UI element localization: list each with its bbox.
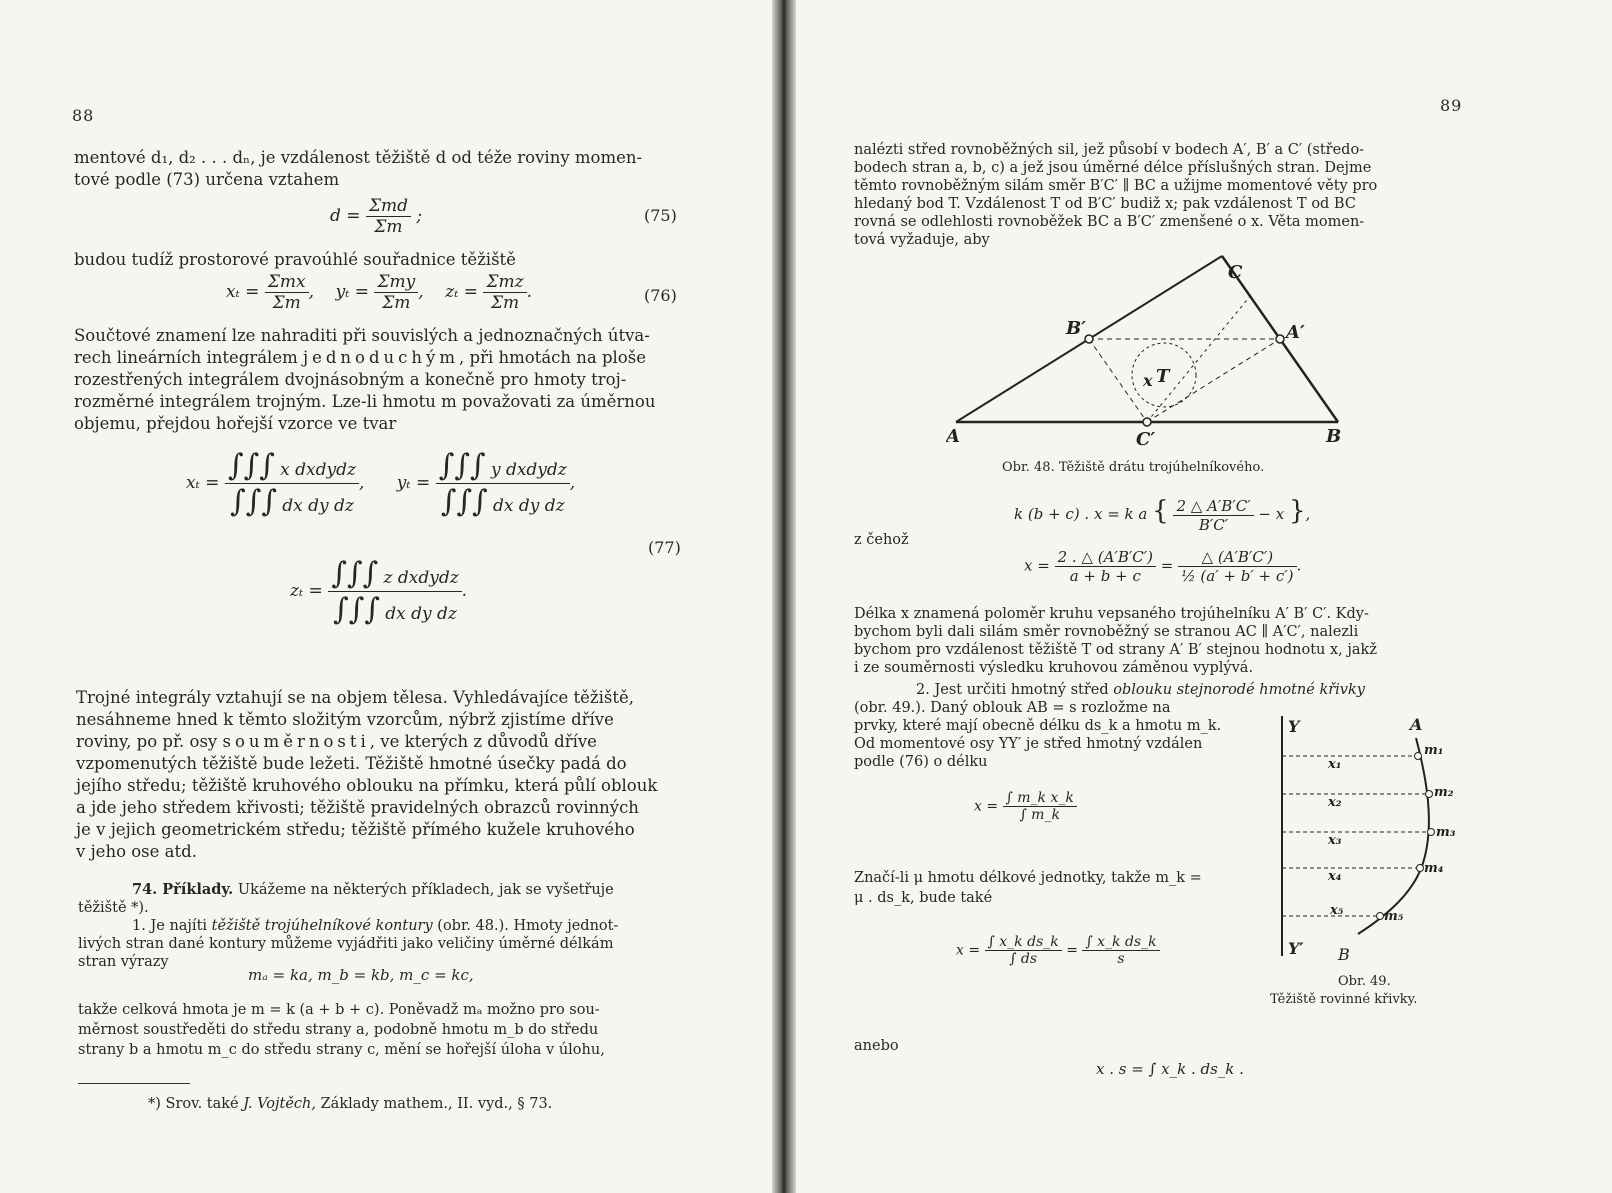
figure-49-caption-1: Obr. 49. — [1338, 974, 1391, 989]
text-line — [74, 348, 646, 368]
label-m4: m₄ — [1424, 861, 1444, 876]
text-line: rozestřených integrálem dvojnásobným a konečně pro hmoty troj- — [74, 370, 627, 389]
eq-numerator: ∫ x_k ds_k — [985, 934, 1062, 951]
text-line: prvky, které mají obecně délku ds_k a hmotu m_k. — [854, 718, 1222, 734]
text-span: , při hmotách na ploše — [459, 348, 646, 367]
label-y: Y — [1288, 717, 1300, 736]
label-c: C — [1228, 262, 1243, 283]
mass-point-3 — [1428, 829, 1435, 836]
label-m5: m₅ — [1384, 909, 1404, 924]
eq-lhs: zₜ = — [445, 282, 479, 302]
text-span: 1. Je najíti — [132, 918, 208, 934]
text-line: stran výrazy — [78, 954, 169, 970]
eq-tail: − x — [1258, 505, 1285, 523]
left-page — [0, 0, 772, 1193]
text-emphasis: oblouku stejnorodé hmotné křivky — [1113, 682, 1365, 698]
equation-77-z — [290, 556, 467, 627]
eq-lhs: yₜ = — [396, 473, 431, 493]
equation-final: x . s = ∫ x_k . ds_k . — [1096, 1060, 1244, 1078]
eq-numerator: ∫ m_k x_k — [1003, 790, 1077, 807]
text-span: roviny, po př. osy — [76, 732, 218, 751]
text-line: strany b a hmotu m_c do středu strany c, mění se hořejší úloha v úlohu, — [78, 1042, 605, 1058]
label-c-prime: C′ — [1136, 429, 1156, 450]
text-line: v jeho ose atd. — [76, 842, 197, 861]
integral-sign: ∫∫∫ — [331, 556, 379, 591]
text-line: hledaný bod T. Vzdálenost T od B′C′ budiž x; pak vzdálenost T od BC — [854, 196, 1356, 212]
eq-equals: = — [1160, 556, 1174, 575]
eq-numerator: Σmz — [483, 272, 526, 293]
label-x2: x₂ — [1328, 795, 1342, 810]
text-line — [76, 732, 597, 752]
text-line: vzpomenutých těžiště bude ležeti. Těžiště hmotné úsečky padá do — [76, 754, 627, 773]
equation-xm — [974, 790, 1077, 823]
text-line: nalézti střed rovnoběžných sil, jež působí v bodech A′, B′ a C′ (středo- — [854, 142, 1365, 158]
equation-xds — [956, 934, 1160, 967]
text-span: rech lineárních integrálem — [74, 348, 298, 367]
text-line: měrnost soustředěti do středu strany a, podobně hmotu m_b do středu — [78, 1022, 599, 1038]
eq-numerator: Σmd — [366, 196, 411, 217]
text-line: těmto rovnoběžným silám směr B′C′ ∥ BC a užijme momentové věty pro — [854, 178, 1378, 194]
text-span: Ukážeme na některých příkladech, jak se vyšetřuje — [237, 882, 614, 898]
text-emphasis: J. Vojtěch, — [243, 1096, 316, 1112]
label-x1: x₁ — [1328, 757, 1342, 772]
eq-denominator: dx dy dz — [385, 604, 457, 624]
eq-lhs: d = — [330, 206, 361, 226]
mass-point-2 — [1426, 791, 1433, 798]
figure-49-caption-2: Těžiště rovinné křivky. — [1270, 992, 1418, 1007]
text-line: Součtové znamení lze nahraditi při souvislých a jednoznačných útva- — [74, 326, 650, 345]
integral-sign: ∫∫∫ — [440, 484, 488, 519]
eq-denominator: Σm — [490, 293, 520, 313]
eq-lhs: x = — [956, 942, 981, 959]
text-line: Trojné integrály vztahují se na objem tělesa. Vyhledávajíce těžiště, — [76, 688, 634, 707]
eq-numerator: △ (A′B′C′) — [1178, 548, 1296, 567]
eq-denominator: B′C′ — [1198, 515, 1229, 534]
label-x3: x₃ — [1328, 833, 1342, 848]
text-line: a jde jeho středem křivosti; těžiště pravidelných obrazců rovinných — [76, 798, 639, 817]
eq-lhs: k (b + c) . x = k a — [1014, 505, 1148, 523]
equation-77-xy — [186, 448, 575, 519]
equation-76 — [226, 272, 532, 313]
text-line: tové podle (73) určena vztahem — [74, 170, 340, 189]
text-line: Od momentové osy YY′ je střed hmotný vzdálen — [854, 736, 1203, 752]
text-span: (obr. 48.). Hmoty jednot- — [437, 918, 619, 934]
text-line: nesáhneme hned k těmto složitým vzorcům, nýbrž zjistíme dříve — [76, 710, 614, 729]
page-number-left: 88 — [72, 106, 95, 125]
text-line: bychom byli dali silám směr rovnoběžný se stranou AC ∥ A′C′, nalezli — [854, 624, 1359, 640]
eq-denominator: ∫ m_k — [1019, 807, 1060, 823]
eq-numerator: 2 . △ (A′B′C′) — [1055, 548, 1156, 567]
mass-equation: mₐ = ka, m_b = kb, m_c = kc, — [248, 966, 474, 984]
midline-b1c1 — [1089, 339, 1147, 422]
eq-end: . — [526, 282, 532, 302]
eq-numerator: x dxdydz — [280, 460, 356, 480]
integral-sign: ∫∫∫ — [438, 448, 486, 483]
equation-75 — [330, 196, 422, 237]
text-span: , ve kterých z důvodů dříve — [369, 732, 597, 751]
eq-lhs: x = — [1024, 556, 1050, 575]
label-x4: x₄ — [1328, 869, 1342, 884]
aux-line — [1147, 295, 1251, 422]
eq-lhs: xₜ = — [226, 282, 260, 302]
text-line: Značí-li μ hmotu délkové jednotky, takže m_k = — [854, 870, 1202, 886]
equation-moment: k (b + c) . x = k a { $\frac{2 \triangle A'B'C'}{B'C'}$ − x }, — [1014, 496, 1311, 534]
label-a-prime: A′ — [1286, 322, 1305, 343]
equation-number: (76) — [644, 286, 677, 305]
label-m1: m₁ — [1424, 743, 1444, 758]
eq-sep: , — [418, 282, 424, 302]
text-line — [916, 680, 1365, 700]
point-c1 — [1143, 418, 1151, 426]
eq-equals: = — [1066, 942, 1078, 959]
eq-denominator: dx dy dz — [493, 496, 565, 516]
figure-48-caption: Obr. 48. Těžiště drátu trojúhelníkového. — [1002, 460, 1265, 475]
text-line: Délka x znamená poloměr kruhu vepsaného trojúhelníku A′ B′ C′. Kdy- — [854, 606, 1369, 622]
label-m3: m₃ — [1436, 825, 1456, 840]
section-heading: 74. Příklady. — [132, 881, 234, 898]
label-a: A — [1410, 716, 1423, 734]
eq-denominator: Σm — [382, 293, 411, 313]
integral-sign: ∫∫∫ — [227, 448, 275, 483]
text-span: Základy mathem., II. vyd., § 73. — [320, 1096, 553, 1112]
label-x: x — [1143, 371, 1153, 390]
eq-denominator: dx dy dz — [282, 496, 354, 516]
text-line: i ze souměrnosti výsledku kruhovou záměnou vyplývá. — [854, 660, 1254, 676]
text-line: (obr. 49.). Daný oblouk AB = s rozložme na — [854, 700, 1171, 716]
page-number-right: 89 — [1440, 96, 1463, 115]
eq-lhs: x = — [974, 798, 999, 815]
text-line: bodech stran a, b, c) a jež jsou úměrné délce příslušných stran. Dejme — [854, 160, 1372, 176]
figure-49 — [1276, 716, 1476, 968]
label-y-prime: Y′ — [1288, 939, 1304, 958]
equation-x — [1024, 548, 1301, 585]
mass-point-1 — [1415, 753, 1422, 760]
label-t: T — [1156, 366, 1170, 387]
eq-end: . — [1296, 556, 1302, 575]
equation-number: (75) — [644, 206, 677, 225]
label-m2: m₂ — [1434, 785, 1454, 800]
eq-sep: , — [358, 473, 365, 493]
text-line: livých stran dané kontury můžeme vyjádřiti jako veličiny úměrné délkám — [78, 936, 614, 952]
figure-48 — [946, 250, 1366, 450]
label-a: A — [946, 426, 960, 447]
eq-numerator: Σmx — [265, 272, 309, 293]
point-a1 — [1276, 335, 1284, 343]
eq-numerator: z dxdydz — [383, 568, 459, 588]
text-span: *) Srov. také — [148, 1096, 239, 1112]
eq-numerator: y dxdydz — [490, 460, 567, 480]
eq-sep: , — [569, 473, 576, 493]
eq-lhs: xₜ = — [186, 473, 220, 493]
text-emphasis: těžiště trojúhelníkové kontury — [211, 918, 433, 934]
eq-numerator: ∫ x_k ds_k — [1082, 934, 1159, 951]
text-line: rovná se odlehlosti rovnoběžek BC a B′C′ zmenšené o x. Věta momen- — [854, 214, 1365, 230]
eq-denominator: ½ (a′ + b′ + c′) — [1181, 567, 1294, 585]
eq-tail: ; — [416, 206, 423, 226]
text-line: anebo — [854, 1038, 899, 1054]
footnote-rule — [78, 1083, 190, 1084]
eq-denominator: Σm — [272, 293, 301, 313]
text-line: rozměrné integrálem trojným. Lze-li hmotu m považovati za úměrnou — [74, 392, 656, 411]
eq-denominator: Σm — [374, 217, 403, 237]
text-line: objemu, přejdou hořejší vzorce ve tvar — [74, 414, 397, 433]
text-line: podle (76) o délku — [854, 754, 988, 770]
eq-denominator: s — [1117, 951, 1125, 967]
eq-lhs: yₜ = — [335, 282, 370, 302]
label-x5: x₅ — [1330, 903, 1344, 918]
eq-denominator: ∫ ds — [1009, 951, 1038, 967]
text-line: takže celková hmota je m = k (a + b + c). Poněvadž mₐ možno pro sou- — [78, 1002, 600, 1018]
text-line: μ . ds_k, bude také — [854, 890, 993, 906]
eq-sep: , — [308, 282, 314, 302]
text-line: z čehož — [854, 532, 909, 548]
text-spaced: souměrnosti — [222, 732, 370, 751]
text-spaced: jednoduchým — [302, 348, 460, 367]
text-line — [132, 916, 618, 936]
right-page — [796, 0, 1612, 1193]
point-b1 — [1085, 335, 1093, 343]
text-line: je v jejich geometrickém středu; těžiště přímého kužele kruhového — [76, 820, 635, 839]
integral-sign: ∫∫∫ — [229, 484, 277, 519]
text-line: jejího středu; těžiště kruhového oblouku na přímku, která půlí oblouk — [76, 776, 658, 795]
text-line: bychom pro vzdálenost těžiště T od strany A′ B′ stejnou hodnotu x, jakž — [854, 642, 1377, 658]
label-b-prime: B′ — [1066, 318, 1086, 339]
text-line: mentové d₁, d₂ . . . dₙ, je vzdálenost těžiště d od téže roviny momen- — [74, 148, 643, 167]
integral-sign: ∫∫∫ — [332, 592, 380, 627]
text-line: těžiště *). — [78, 900, 149, 916]
mass-point-5 — [1377, 913, 1384, 920]
book-gutter — [772, 0, 796, 1193]
eq-numerator: 2 △ A′B′C′ — [1173, 497, 1253, 516]
footnote — [148, 1094, 552, 1114]
text-span: 2. Jest určiti hmotný střed — [916, 682, 1109, 698]
equation-number: (77) — [648, 538, 681, 557]
text-line: budou tudíž prostorové pravoúhlé souřadnice těžiště — [74, 250, 516, 269]
curve-ab — [1358, 738, 1429, 934]
section-heading-line — [132, 880, 614, 900]
text-line: tová vyžaduje, aby — [854, 232, 990, 248]
eq-end: . — [461, 581, 468, 601]
eq-lhs: zₜ = — [290, 581, 323, 601]
eq-numerator: Σmy — [374, 272, 418, 293]
label-b: B — [1338, 945, 1350, 964]
label-b: B — [1326, 426, 1342, 447]
mass-point-4 — [1417, 865, 1424, 872]
eq-denominator: a + b + c — [1069, 567, 1141, 585]
